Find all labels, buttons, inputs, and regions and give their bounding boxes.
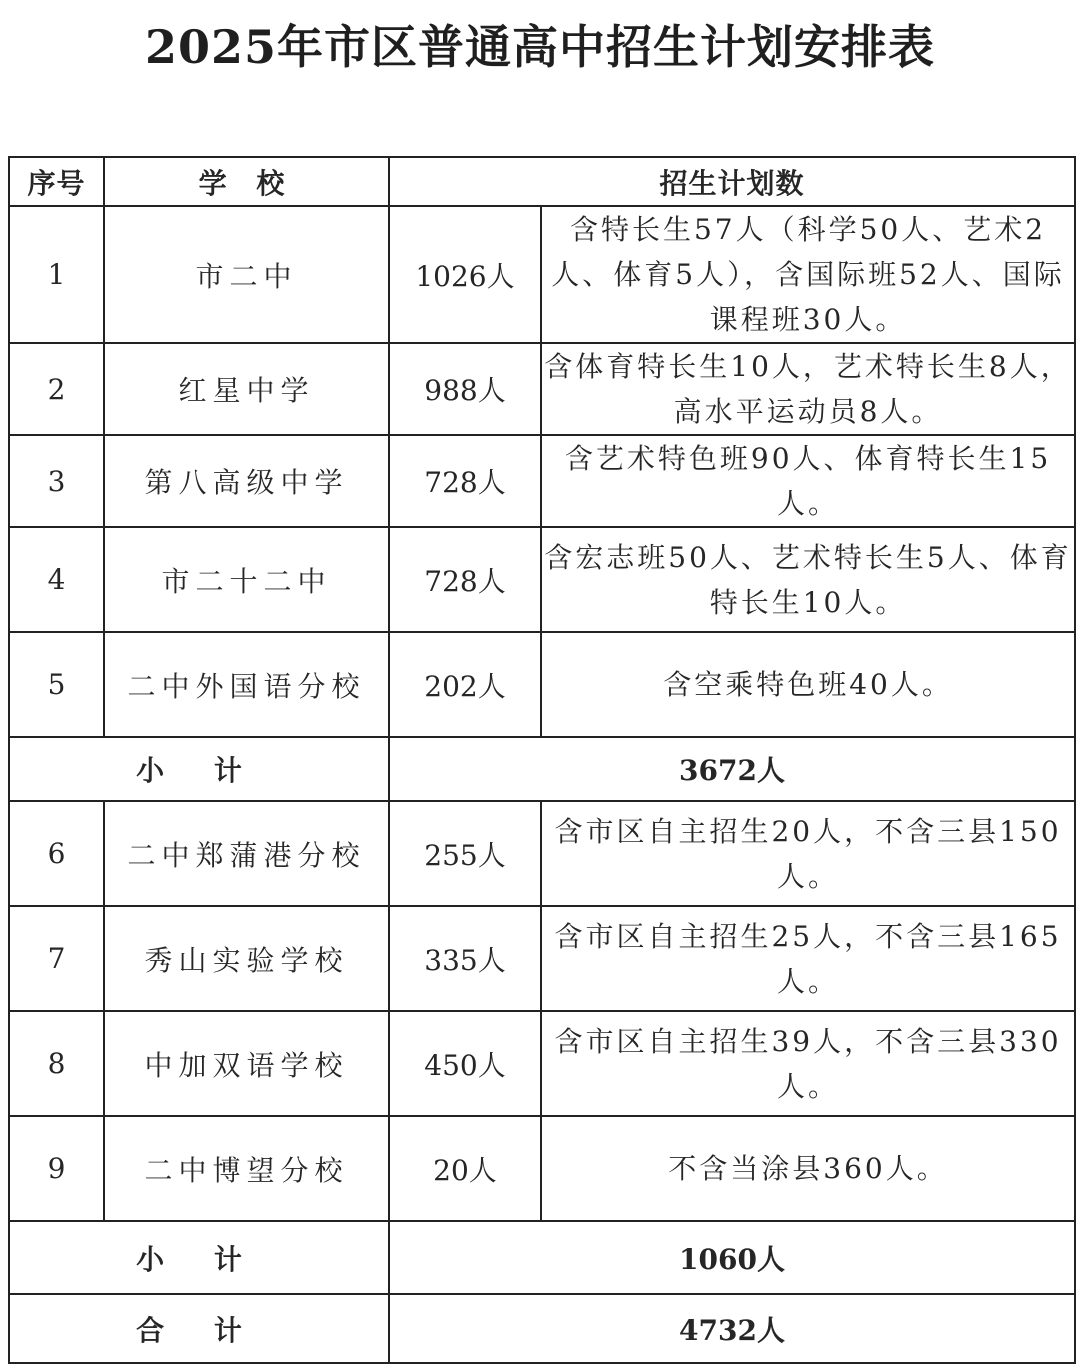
table-row bbox=[9, 801, 1075, 906]
row-index: 1 bbox=[9, 206, 104, 343]
header-plan: 招生计划数 bbox=[389, 157, 1075, 206]
total-value: 4732人 bbox=[389, 1294, 1075, 1363]
row-note: 含艺术特色班90人、体育特长生15人。 bbox=[541, 435, 1075, 527]
row-note: 含特长生57人（科学50人、艺术2人、体育5人），含国际班52人、国际课程班30人。 bbox=[541, 206, 1075, 343]
row-school: 红星中学 bbox=[104, 343, 389, 435]
table-row bbox=[9, 632, 1075, 737]
row-note: 不含当涂县360人。 bbox=[541, 1116, 1075, 1221]
row-index: 8 bbox=[9, 1011, 104, 1116]
row-school: 二中博望分校 bbox=[104, 1116, 389, 1221]
row-count: 988人 bbox=[389, 343, 541, 435]
row-count: 202人 bbox=[389, 632, 541, 737]
header-index: 序号 bbox=[9, 157, 104, 206]
row-index: 9 bbox=[9, 1116, 104, 1221]
table-header-row bbox=[9, 157, 1075, 206]
subtotal-value: 3672人 bbox=[389, 737, 1075, 801]
row-count: 728人 bbox=[389, 435, 541, 527]
header-school: 学 校 bbox=[104, 157, 389, 206]
row-count: 1026人 bbox=[389, 206, 541, 343]
subtotal-label: 小 计 bbox=[9, 737, 389, 801]
table-row bbox=[9, 1011, 1075, 1116]
subtotal-row bbox=[9, 1221, 1075, 1294]
row-count: 450人 bbox=[389, 1011, 541, 1116]
table-row bbox=[9, 435, 1075, 527]
row-note: 含空乘特色班40人。 bbox=[541, 632, 1075, 737]
table-row bbox=[9, 1116, 1075, 1221]
row-school: 中加双语学校 bbox=[104, 1011, 389, 1116]
row-index: 5 bbox=[9, 632, 104, 737]
row-count: 255人 bbox=[389, 801, 541, 906]
row-count: 20人 bbox=[389, 1116, 541, 1221]
row-note: 含市区自主招生39人，不含三县330人。 bbox=[541, 1011, 1075, 1116]
row-school: 秀山实验学校 bbox=[104, 906, 389, 1011]
table-row bbox=[9, 343, 1075, 435]
row-index: 3 bbox=[9, 435, 104, 527]
row-index: 2 bbox=[9, 343, 104, 435]
table-row bbox=[9, 206, 1075, 343]
subtotal-value: 1060人 bbox=[389, 1221, 1075, 1294]
row-school: 第八高级中学 bbox=[104, 435, 389, 527]
row-index: 6 bbox=[9, 801, 104, 906]
subtotal-row bbox=[9, 737, 1075, 801]
row-note: 含宏志班50人、艺术特长生5人、体育特长生10人。 bbox=[541, 527, 1075, 632]
row-school: 市二中 bbox=[104, 206, 389, 343]
row-school: 市二十二中 bbox=[104, 527, 389, 632]
total-label: 合 计 bbox=[9, 1294, 389, 1363]
row-note: 含市区自主招生20人，不含三县150人。 bbox=[541, 801, 1075, 906]
page-title: 2025年市区普通高中招生计划安排表 bbox=[144, 20, 936, 74]
row-note: 含市区自主招生25人，不含三县165人。 bbox=[541, 906, 1075, 1011]
subtotal-label: 小 计 bbox=[9, 1221, 389, 1294]
row-index: 7 bbox=[9, 906, 104, 1011]
row-count: 335人 bbox=[389, 906, 541, 1011]
row-school: 二中外国语分校 bbox=[104, 632, 389, 737]
table-row bbox=[9, 906, 1075, 1011]
row-note: 含体育特长生10人，艺术特长生8人，高水平运动员8人。 bbox=[541, 343, 1075, 435]
total-row bbox=[9, 1294, 1075, 1363]
row-school: 二中郑蒲港分校 bbox=[104, 801, 389, 906]
enrollment-plan-table bbox=[8, 156, 1076, 1364]
table-row bbox=[9, 527, 1075, 632]
row-count: 728人 bbox=[389, 527, 541, 632]
row-index: 4 bbox=[9, 527, 104, 632]
